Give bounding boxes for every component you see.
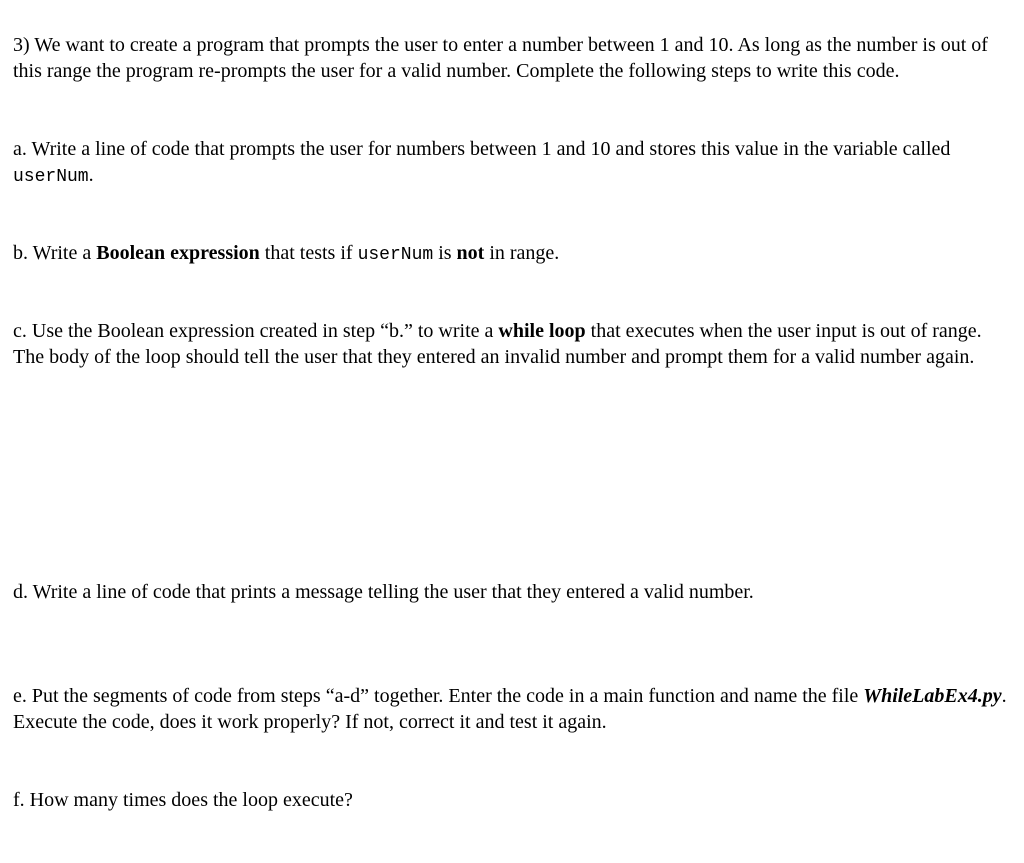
step-e-filename: WhileLabEx4.py (863, 685, 1002, 707)
step-c (13, 318, 1013, 370)
step-b (13, 240, 1013, 268)
step-c-bold: while loop (498, 320, 586, 342)
step-e-prefix: e. Put the segments of code from steps “a-d” together. Enter the code in a main function and name the file (13, 685, 864, 707)
step-a (13, 136, 1013, 190)
step-c-tail: that executes when the user input is out of range. The body of the loop should tell the user that they entered an invalid number and prompt them for a valid number again. (13, 320, 982, 368)
step-e (13, 683, 1013, 735)
step-f (13, 787, 1013, 813)
step-b-mid: that tests if (259, 242, 358, 264)
step-b-mid2: is (433, 242, 457, 264)
step-a-tail: . (88, 164, 94, 186)
question-intro-text: 3) We want to create a program that prompts the user to enter a number between 1 and 10. As long as the number is out of this range the program re-prompts the user for a valid number. Complete the following steps to write this code. (13, 34, 988, 82)
step-b-prefix: b. Write a (13, 242, 97, 264)
step-f-text: f. How many times does the loop execute? (13, 789, 353, 811)
step-b-code: userNum (357, 245, 434, 265)
step-a-code: userNum (13, 167, 89, 187)
step-d (13, 579, 1013, 605)
step-a-text: a. Write a line of code that prompts the user for numbers between 1 and 10 and stores this value in the variable called (13, 138, 951, 160)
step-b-tail: in range. (484, 242, 560, 264)
question-intro (13, 32, 1013, 84)
step-b-bold: Boolean expression (96, 242, 260, 264)
step-e-tail: . Execute the code, does it work properly? If not, correct it and test it again. (13, 685, 1007, 733)
step-d-text: d. Write a line of code that prints a message telling the user that they entered a valid number. (13, 581, 754, 603)
step-b-bold2: not (456, 242, 485, 264)
step-c-prefix: c. Use the Boolean expression created in step “b.” to write a (13, 320, 499, 342)
